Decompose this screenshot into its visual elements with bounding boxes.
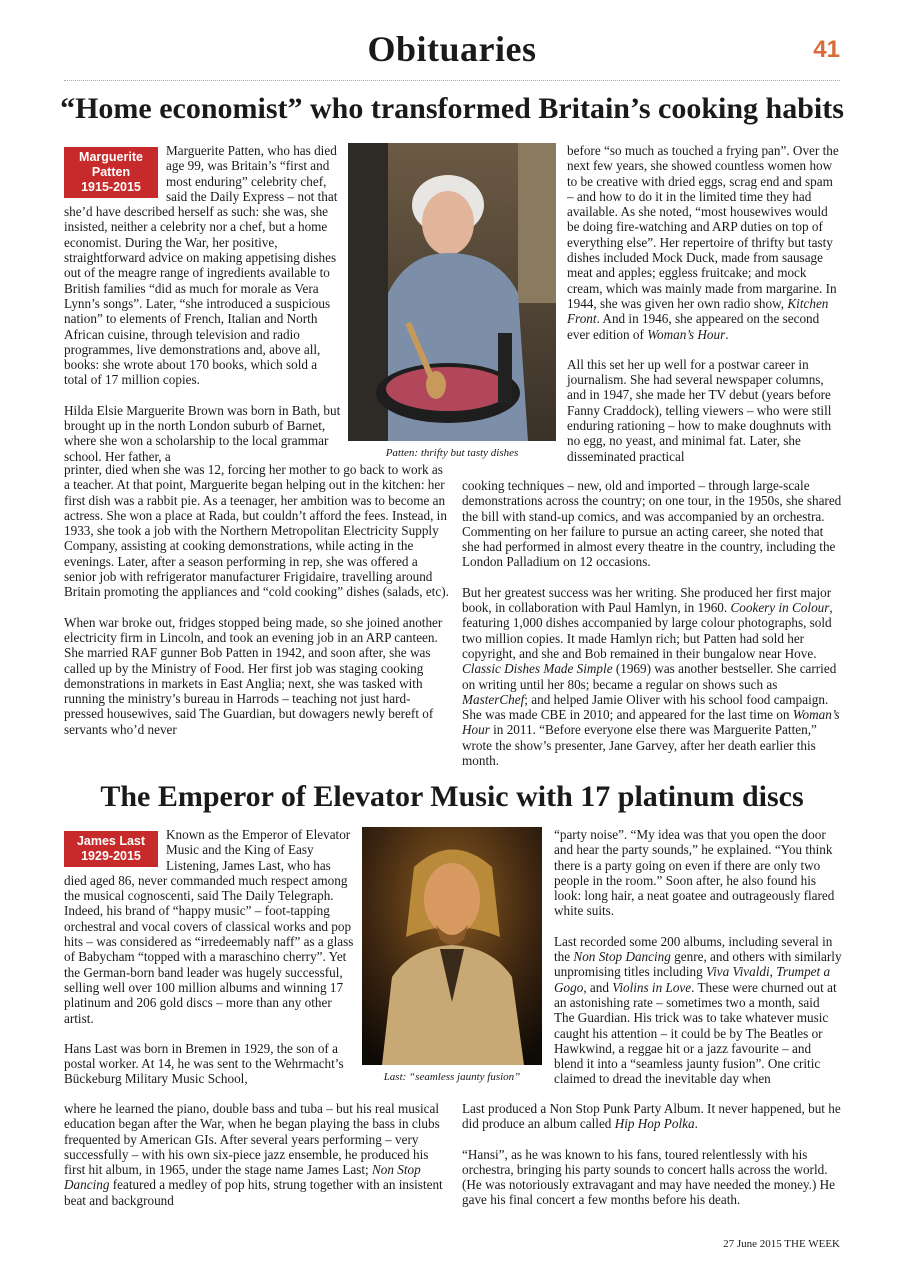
article1-para: before “so much as touched a frying pan”. Over the next few years, she showed countless women how to be creative with dried eggs, scrag end and spam – and how to do it in the limited time they had available. As she noted, “most housewives would be doing fire-watching and ARP duties on top of everything else”. Her repertoire of thrifty but tasty dishes included Mock Duck, made from sausage meat and apples; eggless fruitcake; and mock cream, which was mainly made from margarine. In 1944, she was given her own radio show, Kitchen Front. And in 1946, she appeared on the second ever edition of Woman’s Hour. xyxy=(567,143,839,342)
article1-para: Marguerite Patten, who has died age 99, was Britain’s “first and most enduring” celebrity chef, said the Daily Express – not that she’d have described herself as such: she was, she insisted, neither a celebrity nor a chef, but a home economist. During the War, her positive, straightforward advice on making appetising dishes out of the meagre range of ingredients available to British families “did as much for morale as Vera Lynn’s songs”. Later, “she introduced a suspicious nation” to elements of French, Italian and North African cuisine, through television and radio programmes, live demonstrations and, above all, books: she wrote about 170 books, which sold a total of 17 million copies. xyxy=(64,143,338,388)
article2-para: Hans Last was born in Bremen in 1929, the son of a postal worker. At 14, he was sent to the Wehrmacht’s Bückeburg Military Music School, xyxy=(64,1040,344,1087)
article1-para: All this set her up well for a postwar career in journalism. She had several newspaper columns, and in 1947, she made her TV debut (years before Fanny Craddock), telling viewers – who were still enduring rationing – how to make doughnuts with no egg, no yeast, and minimal fat. Later, she disseminated practical xyxy=(567,356,832,464)
article2-para: Last produced a Non Stop Punk Party Album. It never happened, but he did produce an album called Hip Hop Polka. xyxy=(462,1101,841,1132)
tag-dates: 1929-2015 xyxy=(81,849,141,863)
footer-date: 27 June 2015 xyxy=(723,1238,782,1250)
footer xyxy=(723,1238,840,1250)
article1-para: But her greatest success was her writing. She produced her first major book, in collaboration with Paul Hamlyn, in 1960. Cookery in Colour, featuring 1,000 dishes accompanied by large colour photographs, sold two million copies. It made Hamlyn rich; but Patten had sold her copyright, and she and Bob remained in their bungalow near Hove. Classic Dishes Made Simple (1969) was another bestseller. She carried on writing until her 80s; became a regular on shows such as MasterChef; and helped Jamie Oliver with his school food campaign. She was made CBE in 2010; and appeared for the last time on Woman’s Hour in 2011. “Before everyone else there was Marguerite Patten,” wrote the show’s presenter, Jane Garvey, after her death earlier this month. xyxy=(462,584,840,769)
article1-col1-bottom xyxy=(64,462,449,737)
article2-col2-top xyxy=(554,827,842,1087)
patten-photo xyxy=(348,143,556,441)
article2-col1-top xyxy=(64,827,354,1087)
article2-para: Last recorded some 200 albums, including several in the Non Stop Dancing genre, and others with similarly unpromising titles including Viva Vivaldi, Trumpet a Gogo, and Violins in Love. These were churned out at an astonishing rate – sometimes two a month, said The Guardian. His trick was to take whatever music caught his attention – it could be by The Beatles or Hawkwind, a reggae hit or a jazz favourite – and blend it into a “seamless jaunty fusion”. One critic claimed to dread the inevitable day when xyxy=(554,933,842,1087)
article2-para: “party noise”. “My idea was that you open the door and hear the party sounds,” he explained. “You think there is a party going on even if there are only two people in the room.” Soon after, he also found his look: long hair, a neat goatee and outrageously flared white suits. xyxy=(554,827,835,919)
article1-col1-top xyxy=(64,143,342,464)
patten-caption: Patten: thrifty but tasty dishes xyxy=(385,447,519,459)
article2-para: Known as the Emperor of Elevator Music and the King of Easy Listening, James Last, who has died aged 86, never commanded much respect among the musical cognoscenti, said The Daily Telegraph. Indeed, his brand of “happy music” – foot-tapping orchestral and vocal covers of classical works and pop hits – was considered as “irredeemably naff” as a glass of Babycham “topped with a maraschino cherry”. Yet the German-born band leader was hugely successful, selling well over 100 million albums and winning 17 platinum and 206 gold discs – more than any other artist. xyxy=(64,827,354,1026)
article1-headline: “Home economist” who transformed Britain’s cooking habits xyxy=(60,92,844,125)
last-photo xyxy=(362,827,542,1065)
tag-name-line1: James Last xyxy=(76,834,146,848)
article2-headline: The Emperor of Elevator Music with 17 platinum discs xyxy=(100,780,804,813)
article1-para: When war broke out, fridges stopped being made, so she joined another electricity firm in Lincoln, and took an evening job in an ARP canteen. She married RAF gunner Bob Patten in 1942, and soon after, she was called up by the Ministry of Food. Her first job was staging cooking demonstrations in markets in East Anglia; next, she was tasked with running the ministry’s bureau in Harrods – teaching not just hard-pressed housewives, said The Guardian, but dowagers newly bereft of servants who’d never xyxy=(64,614,443,737)
tag-dates: 1915-2015 xyxy=(81,180,141,194)
header-rule xyxy=(64,80,840,81)
article1-col2-bottom xyxy=(462,478,842,768)
article1-name-tag xyxy=(64,147,158,198)
article2-col2-bottom xyxy=(462,1101,842,1208)
article2-para: “Hansi”, as he was known to his fans, toured relentlessly with his orchestra, bringing his party sounds to concert halls across the world. (He was notoriously extravagant and may have needed the money.) He gave his final concert a few months before his death. xyxy=(462,1146,836,1208)
last-caption: Last: “seamless jaunty fusion” xyxy=(383,1071,521,1083)
article1-para: cooking techniques – new, old and imported – through large-scale demonstrations across the country; on one tour, in the 1950s, she shared the bill with stand-up comics, and was accompanied by an orchestra. Commenting on her failure to pursue an acting career, she noted that she had performed in almost every theatre in the country, including the London Palladium on 12 occasions. xyxy=(462,478,842,570)
last-photo-svg xyxy=(362,827,542,1065)
article2-para: where he learned the piano, double bass and tuba – but his real musical education began after the War, when he began playing the bass in clubs frequented by American GIs. After several years performing – very successfully – with his own six-piece jazz ensemble, he produced his first hit album, in 1965, under the stage name James Last; Non Stop Dancing featured a medley of pop hits, strung together with an insistent beat and background xyxy=(64,1101,443,1208)
article1-para: Hilda Elsie Marguerite Brown was born in Bath, but brought up in the north London suburb of Barnet, where she won a scholarship to the local grammar school. Her father, a xyxy=(64,402,341,464)
footer-publication: THE WEEK xyxy=(784,1238,840,1250)
section-title: Obituaries xyxy=(367,29,537,69)
tag-name-line1: Marguerite xyxy=(79,150,143,164)
page-number: 41 xyxy=(813,36,840,63)
tag-name-line2: Patten xyxy=(91,165,131,179)
article1-col2-top xyxy=(567,143,842,464)
patten-photo-svg xyxy=(348,143,556,441)
article2-name-tag xyxy=(64,831,158,867)
article1-para: printer, died when she was 12, forcing her mother to go back to work as a teacher. At that point, Marguerite began helping out in the kitchen: her first dish was a rabbit pie. As a teenager, her ambition was to become an actress. She won a place at Rada, but couldn’t afford the fees. Instead, in 1933, she took a job with the Northern Metropolitan Electricity Supply Company, assisting at cooking demonstrations, while acting in the evenings. Later, after a season performing in rep, she was offered a senior job with refrigerator manufacturer Frigidaire, travelling around Britain promoting the appliances and “cold cooking” dishes (salads, etc). xyxy=(64,462,449,600)
article2-col1-bottom xyxy=(64,1101,449,1208)
